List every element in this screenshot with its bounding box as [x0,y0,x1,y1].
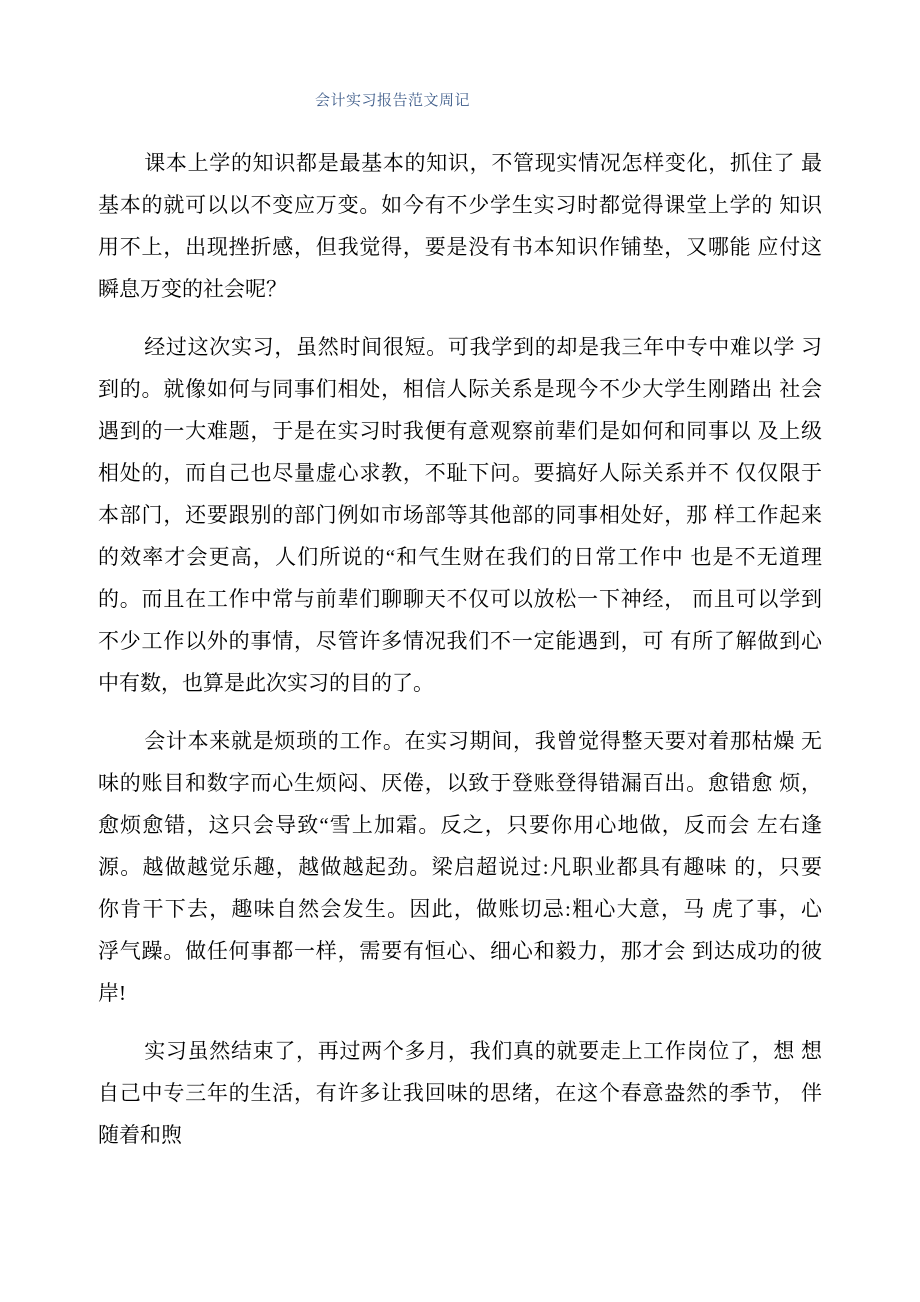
text-line: 会计本来就是烦琐的工作。在实习期间，我曾觉得整天要对着那枯燥 无 [144,729,822,753]
text-line: 中有数，也算是此次实习的目的了。 [98,671,434,695]
text-line: 的。而且在工作中常与前辈们聊聊天不仅可以放松一下神经， 而且可以学到 [98,587,822,611]
text-line: 源。越做越觉乐趣，越做越起劲。梁启超说过:凡职业都具有趣味 的，只要 [98,855,822,879]
text-line: 用不上，出现挫折感，但我觉得，要是没有书本知识作铺垫，又哪能 应付这 [98,235,822,259]
text-line: 基本的就可以以不变应万变。如今有不少学生实习时都觉得课堂上学的 知识 [98,193,822,217]
text-line: 瞬息万变的社会呢？ [98,277,287,301]
text-line: 相处的，而自己也尽量虚心求教，不耻下问。要搞好人际关系并不 仅仅限于 [98,461,822,485]
text-line: 岸! [98,981,126,1005]
document-title: 会计实习报告范文周记 [315,93,471,109]
text-line: 的效率才会更高，人们所说的“和气生财在我们的日常工作中 也是不无道理 [98,545,822,569]
text-line: 经过这次实习，虽然时间很短。可我学到的却是我三年中专中难以学 习 [144,335,822,359]
paragraph [98,1030,822,1156]
text-line: 随着和煦 [98,1123,182,1147]
text-line: 不少工作以外的事情，尽管许多情况我们不一定能遇到，可 有所了解做到心 [98,629,822,653]
text-line: 本部门，还要跟别的部门例如市场部等其他部的同事相处好，那 样工作起来 [98,503,822,527]
paragraph [98,720,822,1014]
text-line: 你肯干下去，趣味自然会发生。因此，做账切忌:粗心大意，马 虎了事，心 [98,897,822,921]
text-line: 愈烦愈错，这只会导致“雪上加霜。反之，只要你用心地做，反而会 左右逢 [98,813,822,837]
document-body [98,142,822,1172]
paragraph [98,326,822,704]
text-line: 课本上学的知识都是最基本的知识，不管现实情况怎样变化，抓住了 最 [144,151,822,175]
paragraph [98,142,822,310]
text-line: 自己中专三年的生活，有许多让我回味的思绪，在这个春意盎然的季节， 伴 [98,1081,822,1105]
text-line: 味的账目和数字而心生烦闷、厌倦，以致于登账登得错漏百出。愈错愈 烦， [98,771,822,795]
text-line: 遇到的一大难题，于是在实习时我便有意观察前辈们是如何和同事以 及上级 [98,419,822,443]
text-line: 实习虽然结束了，再过两个多月，我们真的就要走上工作岗位了，想 想 [144,1039,822,1063]
text-line: 浮气躁。做任何事都一样，需要有恒心、细心和毅力，那才会 到达成功的彼 [98,939,822,963]
text-line: 到的。就像如何与同事们相处，相信人际关系是现今不少大学生刚踏出 社会 [98,377,822,401]
